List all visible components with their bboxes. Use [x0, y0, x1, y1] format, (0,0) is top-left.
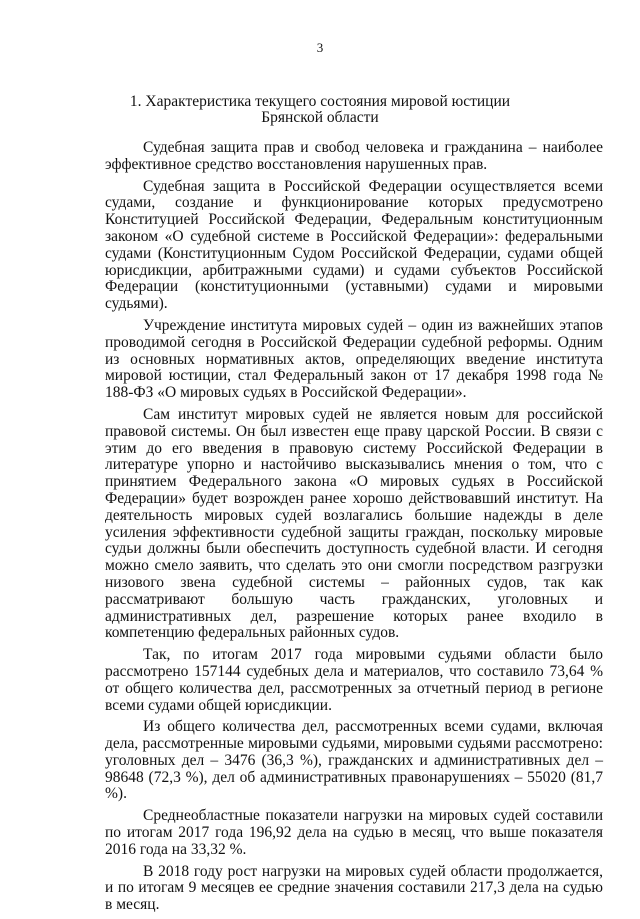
section-heading [70, 94, 570, 126]
page-number: 3 [316, 40, 324, 55]
section-heading-line-2: Брянской области [261, 109, 379, 126]
paragraph: Сам институт мировых судей не является новым для российской правовой системы. Он был известен еще праву царской России. В связи с этим до его введения в правовую систему Российской Федерации в литературе упорно и настойчиво высказывались мнения о том, что с принятием Федерального закона «О мировых судьях в Российской Федерации» будет возрожден ранее хорошо действовавший институт. На деятельность мировых судей возлагались большие надежды в деле усиления эффективности судебной защиты граждан, поскольку мировые судьи должны были обеспечить доступность судебной власти. И сегодня можно смело заявить, что сделать это они смогли посредством разгрузки низового звена судебной системы – районных судов, так как рассматривают большую часть гражданских, уголовных и административных дел, разрешение которых ранее входило в компетенцию федеральных районных судов. [105, 405, 603, 642]
body-text [105, 140, 603, 919]
paragraph: В 2018 году рост нагрузки на мировых судей области продолжается, и по итогам 9 месяцев ее средние значения составили 217,3 дела на судью в месяц. [105, 862, 603, 914]
paragraph: Среднеобластные показатели нагрузки на мировых судей составили по итогам 2017 года 196,92 дела на судью в месяц, что выше показателя 2016 года на 33,32 %. [105, 807, 603, 858]
paragraph: Из общего количества дел, рассмотренных всеми судами, включая дела, рассмотренные мировыми судьями, мировыми судьями рассмотрено: уголовных дел – 3476 (36,3 %), гражданских и административных дел – 98648 (72,3 %), дел об административных правонарушениях – 55020 (81,7 %). [105, 718, 603, 803]
paragraph: Судебная защита прав и свобод человека и гражданина – наиболее эффективное средство восстановления нарушенных прав. [105, 139, 603, 173]
paragraph: Так, по итогам 2017 года мировыми судьями области было рассмотрено 157144 судебных дела и материалов, что составило 73,64 % от общего количества дел, рассмотренных за отчетный период в регионе всеми судами общей юрисдикции. [105, 646, 603, 714]
paragraph: Учреждение института мировых судей – один из важнейших этапов проводимой сегодня в Российской Федерации судебной реформы. Одним из основных нормативных актов, определяющих введение института мировой юстиции, стал Федеральный закон от 17 декабря 1998 года № 188-ФЗ «О мировых судьях в Российской Федерации». [105, 316, 603, 402]
paragraph: Судебная защита в Российской Федерации осуществляется всеми судами, создание и функционирование которых предусмотрено Конституцией Российской Федерации, Федеральным конституционным законом «О судебной системе в Российской Федерации»: федеральными судами (Конституционным Судом Российской Федерации, судами общей юрисдикции, арбитражными судами) и судами субъектов Российской Федерации (конституционными (уставными) судами и мировыми судьями). [105, 177, 603, 313]
section-heading-line-1: 1. Характеристика текущего состояния мировой юстиции [129, 93, 511, 110]
